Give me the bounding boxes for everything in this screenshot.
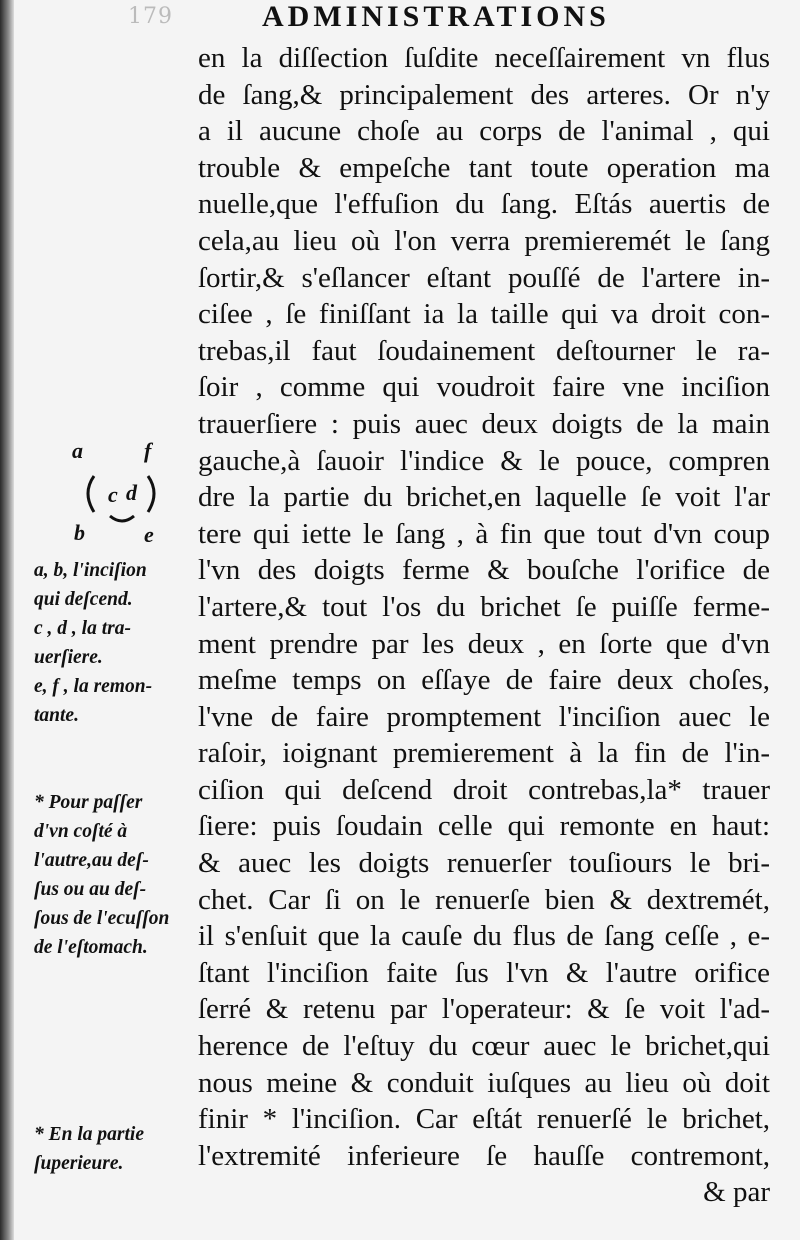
text-line: ment prendre par les deux , en ſorte que d'vn bbox=[198, 627, 770, 660]
main-text-block bbox=[198, 40, 770, 1211]
text-line: dre la partie du brichet,en laquelle ſe voit l'ar bbox=[198, 481, 770, 514]
text-line: trebas,il faut ſoudainement deſtourner le ra- bbox=[198, 334, 770, 367]
text-line: trouble & empeſche tant toute operation ma bbox=[198, 151, 770, 184]
note-line: uerſiere. bbox=[34, 647, 103, 668]
margin-note-traverse bbox=[34, 788, 194, 962]
diagram-label-b: b bbox=[74, 520, 85, 545]
note-line: tante. bbox=[34, 705, 79, 726]
text-line: ſerré & retenu par l'operateur: & ſe voit l'ad- bbox=[198, 993, 770, 1026]
page-number: 179 bbox=[128, 4, 173, 29]
text-line: & auec les doigts renuerſer touſiours le bri- bbox=[198, 847, 770, 880]
note-line: a, b, l'inciſion bbox=[34, 560, 147, 581]
text-line: a il aucune choſe au corps de l'animal , qui bbox=[198, 115, 770, 148]
text-line: ſiere: puis ſoudain celle qui remonte en haut: bbox=[198, 810, 770, 843]
incision-diagram bbox=[60, 438, 180, 550]
note-line: e, f , la remon- bbox=[34, 676, 153, 697]
diagram-label-f: f bbox=[144, 438, 152, 463]
text-line: cela,au lieu où l'on verra premieremét le ſang bbox=[198, 224, 770, 257]
text-line: raſoir, ioignant premierement à la fin de l'in- bbox=[198, 737, 770, 770]
diagram-label-e: e bbox=[144, 522, 154, 547]
note-line: * En la partie bbox=[34, 1124, 144, 1145]
note-line: ſuperieure. bbox=[34, 1153, 124, 1174]
margin-note-superior bbox=[34, 1120, 194, 1178]
text-line: l'extremité inferieure ſe hauſſe contremont, bbox=[198, 1139, 770, 1172]
note-line: ſus ou au deſ- bbox=[34, 879, 147, 900]
text-line: de ſang,& principalement des arteres. Or n'y bbox=[198, 78, 770, 111]
text-line: en la diſſection ſuſdite neceſſairement vn flus bbox=[198, 42, 770, 74]
margin-note-incision-legend bbox=[34, 556, 194, 730]
transverse-incision-stroke bbox=[110, 516, 134, 521]
right-incision-stroke bbox=[148, 476, 154, 512]
note-line: ſous de l'ecuſſon bbox=[34, 908, 170, 929]
text-line: nous meine & conduit iuſques au lieu où doit bbox=[198, 1066, 770, 1099]
text-line: chet. Car ſi on le renuerſe bien & dextremét, bbox=[198, 883, 770, 916]
text-line: ciſion qui deſcend droit contrebas,la* trauer bbox=[198, 773, 770, 806]
diagram-label-c: c bbox=[108, 482, 118, 507]
text-line: nuelle,que l'effuſion du ſang. Eſtás auertis de bbox=[198, 188, 770, 221]
note-line: l'autre,au deſ- bbox=[34, 850, 149, 871]
text-line: ſortir,& s'eſlancer eſtant pouſſé de l'artere in- bbox=[198, 261, 770, 294]
diagram-label-a: a bbox=[72, 438, 83, 463]
text-line: ciſee , ſe finiſſant ia la taille qui va droit con- bbox=[198, 298, 770, 331]
text-line: finir * l'inciſion. Car eſtát renuerſé le brichet, bbox=[198, 1103, 770, 1136]
left-incision-stroke bbox=[88, 476, 94, 512]
running-head: ADMINISTRATIONS bbox=[262, 0, 610, 33]
catchword: & par bbox=[703, 1176, 770, 1209]
text-line: ſoir , comme qui voudroit faire vne inciſion bbox=[198, 371, 770, 404]
text-line: l'vn des doigts ferme & bouſche l'orifice de bbox=[198, 554, 770, 587]
note-line: qui deſcend. bbox=[34, 589, 133, 610]
text-line: tere qui iette le ſang , à fin que tout d'vn coup bbox=[198, 517, 770, 550]
text-line: ſtant l'inciſion faite ſus l'vn & l'autre orifice bbox=[198, 956, 770, 989]
note-line: * Pour paſſer bbox=[34, 792, 143, 813]
text-line: l'vne de faire promptement l'inciſion auec le bbox=[198, 700, 770, 733]
page-gutter-shadow bbox=[0, 0, 14, 1240]
text-line: il s'enſuit que la cauſe du flus de ſang ceſſe , e- bbox=[198, 920, 770, 953]
text-line: gauche,à ſauoir l'indice & le pouce, compren bbox=[198, 444, 770, 477]
text-line: l'artere,& tout l'os du brichet ſe puiſſe ferme- bbox=[198, 590, 770, 623]
text-line: meſme temps on eſſaye de faire deux choſes, bbox=[198, 664, 770, 697]
note-line: de l'eſtomach. bbox=[34, 937, 148, 958]
note-line: d'vn coſté à bbox=[34, 821, 128, 842]
text-line: herence de l'eſtuy du cœur auec le brichet,qui bbox=[198, 1030, 770, 1063]
diagram-label-d: d bbox=[126, 480, 137, 505]
note-line: c , d , la tra- bbox=[34, 618, 131, 639]
text-line: trauerſiere : puis auec deux doigts de la main bbox=[198, 407, 770, 440]
